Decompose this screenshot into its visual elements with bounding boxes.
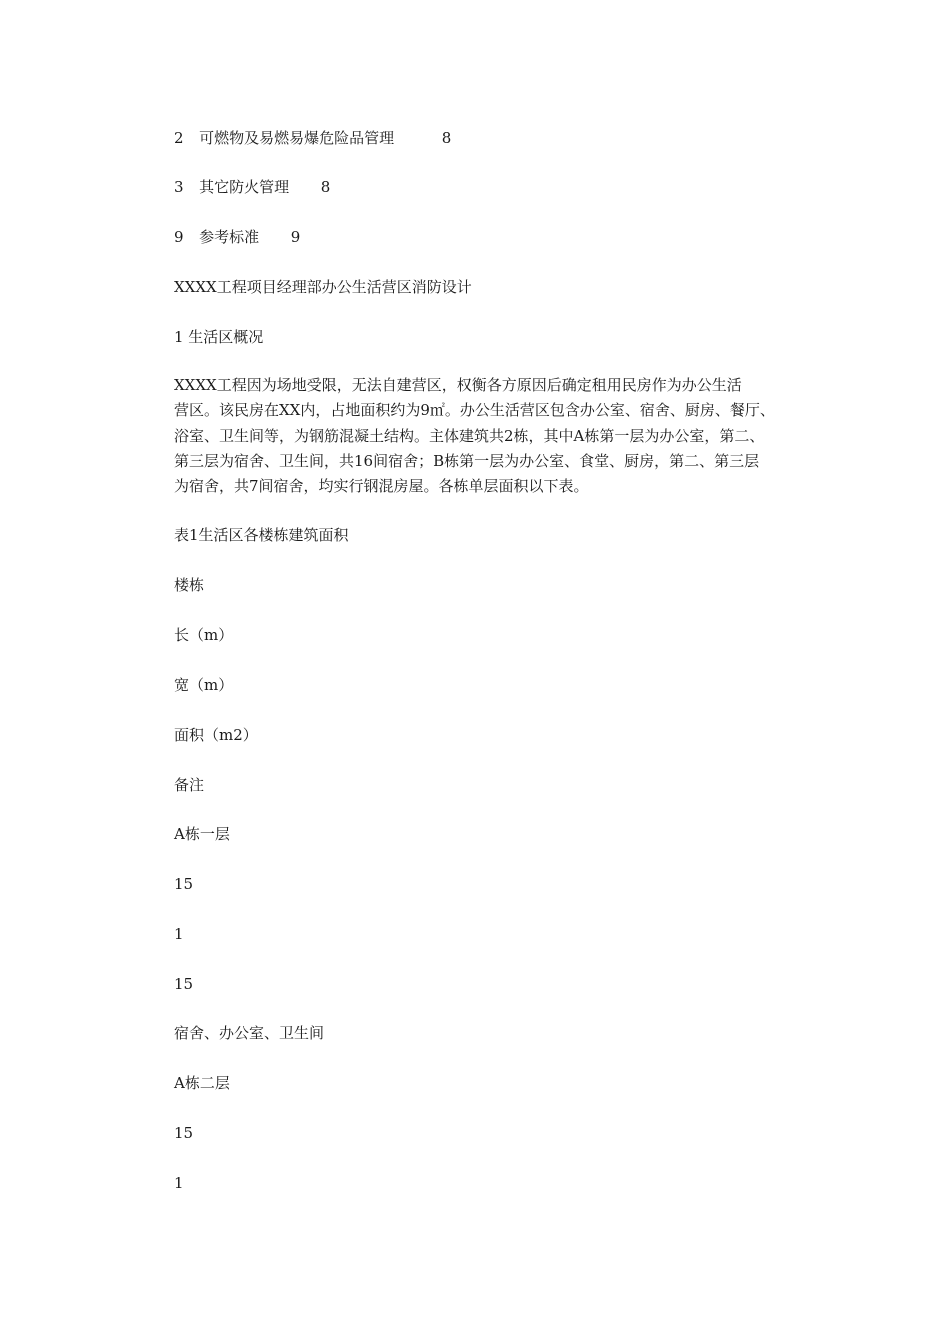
toc-entry-number: 2 xyxy=(174,129,184,147)
table-cell-length: 15 xyxy=(174,1124,194,1142)
section-heading: 1 生活区概况 xyxy=(174,328,264,346)
toc-entry-page: 8 xyxy=(441,129,452,147)
table-cell-note: 宿舍、办公室、卫生间 xyxy=(174,1024,325,1042)
toc-entry-page: 8 xyxy=(320,178,331,196)
toc-entry-title: 参考标准 xyxy=(199,228,260,246)
table-header-cell: 楼栋 xyxy=(174,576,205,594)
paragraph-line: 营区。该民房在XX内，占地面积约为9㎡。办公生活营区包含办公室、宿舍、厨房、餐厅、 xyxy=(174,401,775,420)
table-caption: 表1生活区各楼栋建筑面积 xyxy=(174,526,349,544)
toc-entry[interactable] xyxy=(174,177,330,197)
paragraph-line: 为宿舍，共7间宿舍，均实行钢混房屋。各栋单层面积以下表。 xyxy=(174,477,589,496)
toc-entry-number: 3 xyxy=(174,178,184,196)
toc-entry-number: 9 xyxy=(174,228,184,246)
table-header-cell: 备注 xyxy=(174,776,205,794)
toc-entry[interactable] xyxy=(174,227,300,247)
paragraph-line: XXXX工程因为场地受限，无法自建营区，权衡各方原因后确定租用民房作为办公生活 xyxy=(174,376,742,394)
document-title: XXXX工程项目经理部办公生活营区消防设计 xyxy=(174,278,472,296)
table-cell-width: 1 xyxy=(174,1174,184,1192)
intro-paragraph xyxy=(174,373,786,499)
table-header-cell: 宽（m） xyxy=(174,676,234,694)
table-cell-building: A栋二层 xyxy=(174,1074,230,1092)
toc-entry[interactable] xyxy=(174,128,451,148)
toc-entry-title: 其它防火管理 xyxy=(199,178,290,196)
table-header-cell: 面积（m2） xyxy=(174,726,258,744)
paragraph-line: 第三层为宿舍、卫生间，共16间宿舍；B栋第一层为办公室、食堂、厨房，第二、第三层 xyxy=(174,451,760,470)
table-cell-building: A栋一层 xyxy=(174,825,230,843)
table-cell-width: 1 xyxy=(174,925,184,943)
toc-entry-title: 可燃物及易燃易爆危险品管理 xyxy=(199,129,395,147)
toc-entry-page: 9 xyxy=(290,228,301,246)
paragraph-line: 浴室、卫生间等，为钢筋混凝土结构。主体建筑共2栋，其中A栋第一层为办公室，第二、 xyxy=(174,426,765,445)
table-cell-length: 15 xyxy=(174,875,194,893)
table-cell-area: 15 xyxy=(174,975,194,993)
table-header-cell: 长（m） xyxy=(174,626,234,644)
